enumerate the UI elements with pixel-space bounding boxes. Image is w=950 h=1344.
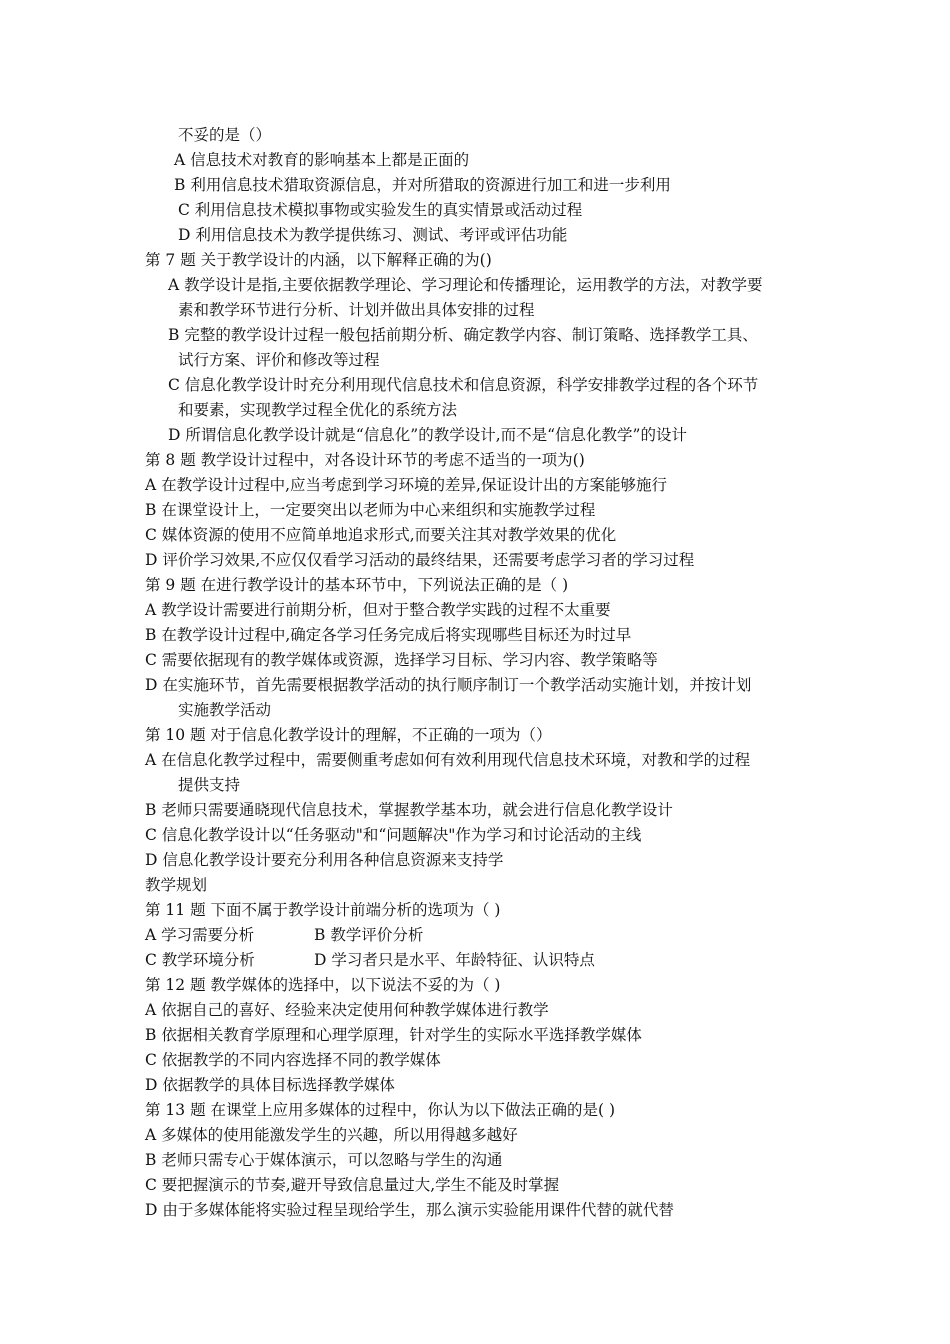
option-line: C 需要依据现有的教学媒体或资源，选择学习目标、学习内容、教学策略等 [145, 651, 658, 669]
option-line: A 多媒体的使用能激发学生的兴趣，所以用得越多越好 [145, 1126, 518, 1144]
option-line: B 在课堂设计上，一定要突出以老师为中心来组织和实施教学过程 [145, 501, 596, 519]
text-line: 不妥的是（） [178, 126, 272, 144]
option-continuation: 实施教学活动 [178, 701, 272, 719]
option-line: B 老师只需专心于媒体演示，可以忽略与学生的沟通 [145, 1151, 503, 1169]
option-continuation: 提供支持 [178, 776, 241, 794]
option-line: B 老师只需要通晓现代信息技术，掌握教学基本功，就会进行信息化教学设计 [145, 801, 673, 819]
option-line: D 信息化教学设计要充分利用各种信息资源来支持学 [145, 851, 504, 869]
question-heading: 第 8 题 教学设计过程中，对各设计环节的考虑不适当的一项为() [145, 451, 585, 469]
option-line: A 在信息化教学过程中，需要侧重考虑如何有效利用现代信息技术环境，对教和学的过程 [145, 751, 751, 769]
option-line: A 依据自己的喜好、经验来决定使用何种教学媒体进行教学 [145, 1001, 549, 1019]
option-continuation: 试行方案、评价和修改等过程 [178, 351, 380, 369]
question-heading: 第 7 题 关于教学设计的内涵，以下解释正确的为() [145, 251, 492, 269]
option-line: C 要把握演示的节奏,避开导致信息量过大,学生不能及时掌握 [145, 1176, 560, 1194]
option-line: D 依据教学的具体目标选择教学媒体 [145, 1076, 395, 1094]
option-line: C 信息化教学设计时充分利用现代信息技术和信息资源，科学安排教学过程的各个环节 [168, 376, 759, 394]
option-line: A 教学设计是指,主要依据教学理论、学习理论和传播理论，运用教学的方法，对教学要 [168, 276, 763, 294]
option-line: D 利用信息技术为教学提供练习、测试、考评或评估功能 [178, 226, 568, 244]
question-heading: 第 13 题 在课堂上应用多媒体的过程中，你认为以下做法正确的是( ) [145, 1101, 616, 1119]
option-line: B 完整的教学设计过程一般包括前期分析、确定教学内容、制订策略、选择教学工具、 [168, 326, 758, 344]
option-line: A 在教学设计过程中,应当考虑到学习环境的差异,保证设计出的方案能够施行 [145, 476, 667, 494]
option-line: C 教学环境分析 [145, 951, 255, 969]
question-heading: 第 9 题 在进行教学设计的基本环节中，下列说法正确的是（ ) [145, 576, 569, 594]
section-heading: 教学规划 [145, 876, 208, 894]
option-line: A 教学设计需要进行前期分析，但对于整合教学实践的过程不太重要 [145, 601, 611, 619]
option-line: C 媒体资源的使用不应简单地追求形式,而要关注其对教学效果的优化 [145, 526, 617, 544]
option-line: B 教学评价分析 [314, 926, 424, 944]
option-line: D 由于多媒体能将实验过程呈现给学生，那么演示实验能用课件代替的就代替 [145, 1201, 674, 1219]
question-heading: 第 10 题 对于信息化教学设计的理解，不正确的一项为（） [145, 726, 552, 744]
option-line: A 学习需要分析 [145, 926, 255, 944]
option-line: D 学习者只是水平、年龄特征、认识特点 [314, 951, 595, 969]
option-line: D 评价学习效果,不应仅仅看学习活动的最终结果，还需要考虑学习者的学习过程 [145, 551, 695, 569]
option-line: C 依据教学的不同内容选择不同的教学媒体 [145, 1051, 441, 1069]
option-line: B 利用信息技术猎取资源信息，并对所猎取的资源进行加工和进一步利用 [174, 176, 671, 194]
option-continuation: 素和教学环节进行分析、计划并做出具体安排的过程 [178, 301, 535, 319]
option-continuation: 和要素，实现教学过程全优化的系统方法 [178, 401, 458, 419]
question-heading: 第 11 题 下面不属于教学设计前端分析的选项为（ ) [145, 901, 501, 919]
option-line: C 信息化教学设计以“任务驱动"和“问题解决"作为学习和讨论活动的主线 [145, 826, 642, 844]
option-line: D 在实施环节，首先需要根据教学活动的执行顺序制订一个教学活动实施计划，并按计划 [145, 676, 752, 694]
option-line: B 依据相关教育学原理和心理学原理，针对学生的实际水平选择教学媒体 [145, 1026, 642, 1044]
option-line: A 信息技术对教育的影响基本上都是正面的 [174, 151, 470, 169]
option-line: C 利用信息技术模拟事物或实验发生的真实情景或活动过程 [178, 201, 583, 219]
option-line: D 所谓信息化教学设计就是“信息化”的教学设计,而不是“信息化教学”的设计 [168, 426, 687, 444]
option-line: B 在教学设计过程中,确定各学习任务完成后将实现哪些目标还为时过早 [145, 626, 632, 644]
question-heading: 第 12 题 教学媒体的选择中，以下说法不妥的为（ ) [145, 976, 501, 994]
